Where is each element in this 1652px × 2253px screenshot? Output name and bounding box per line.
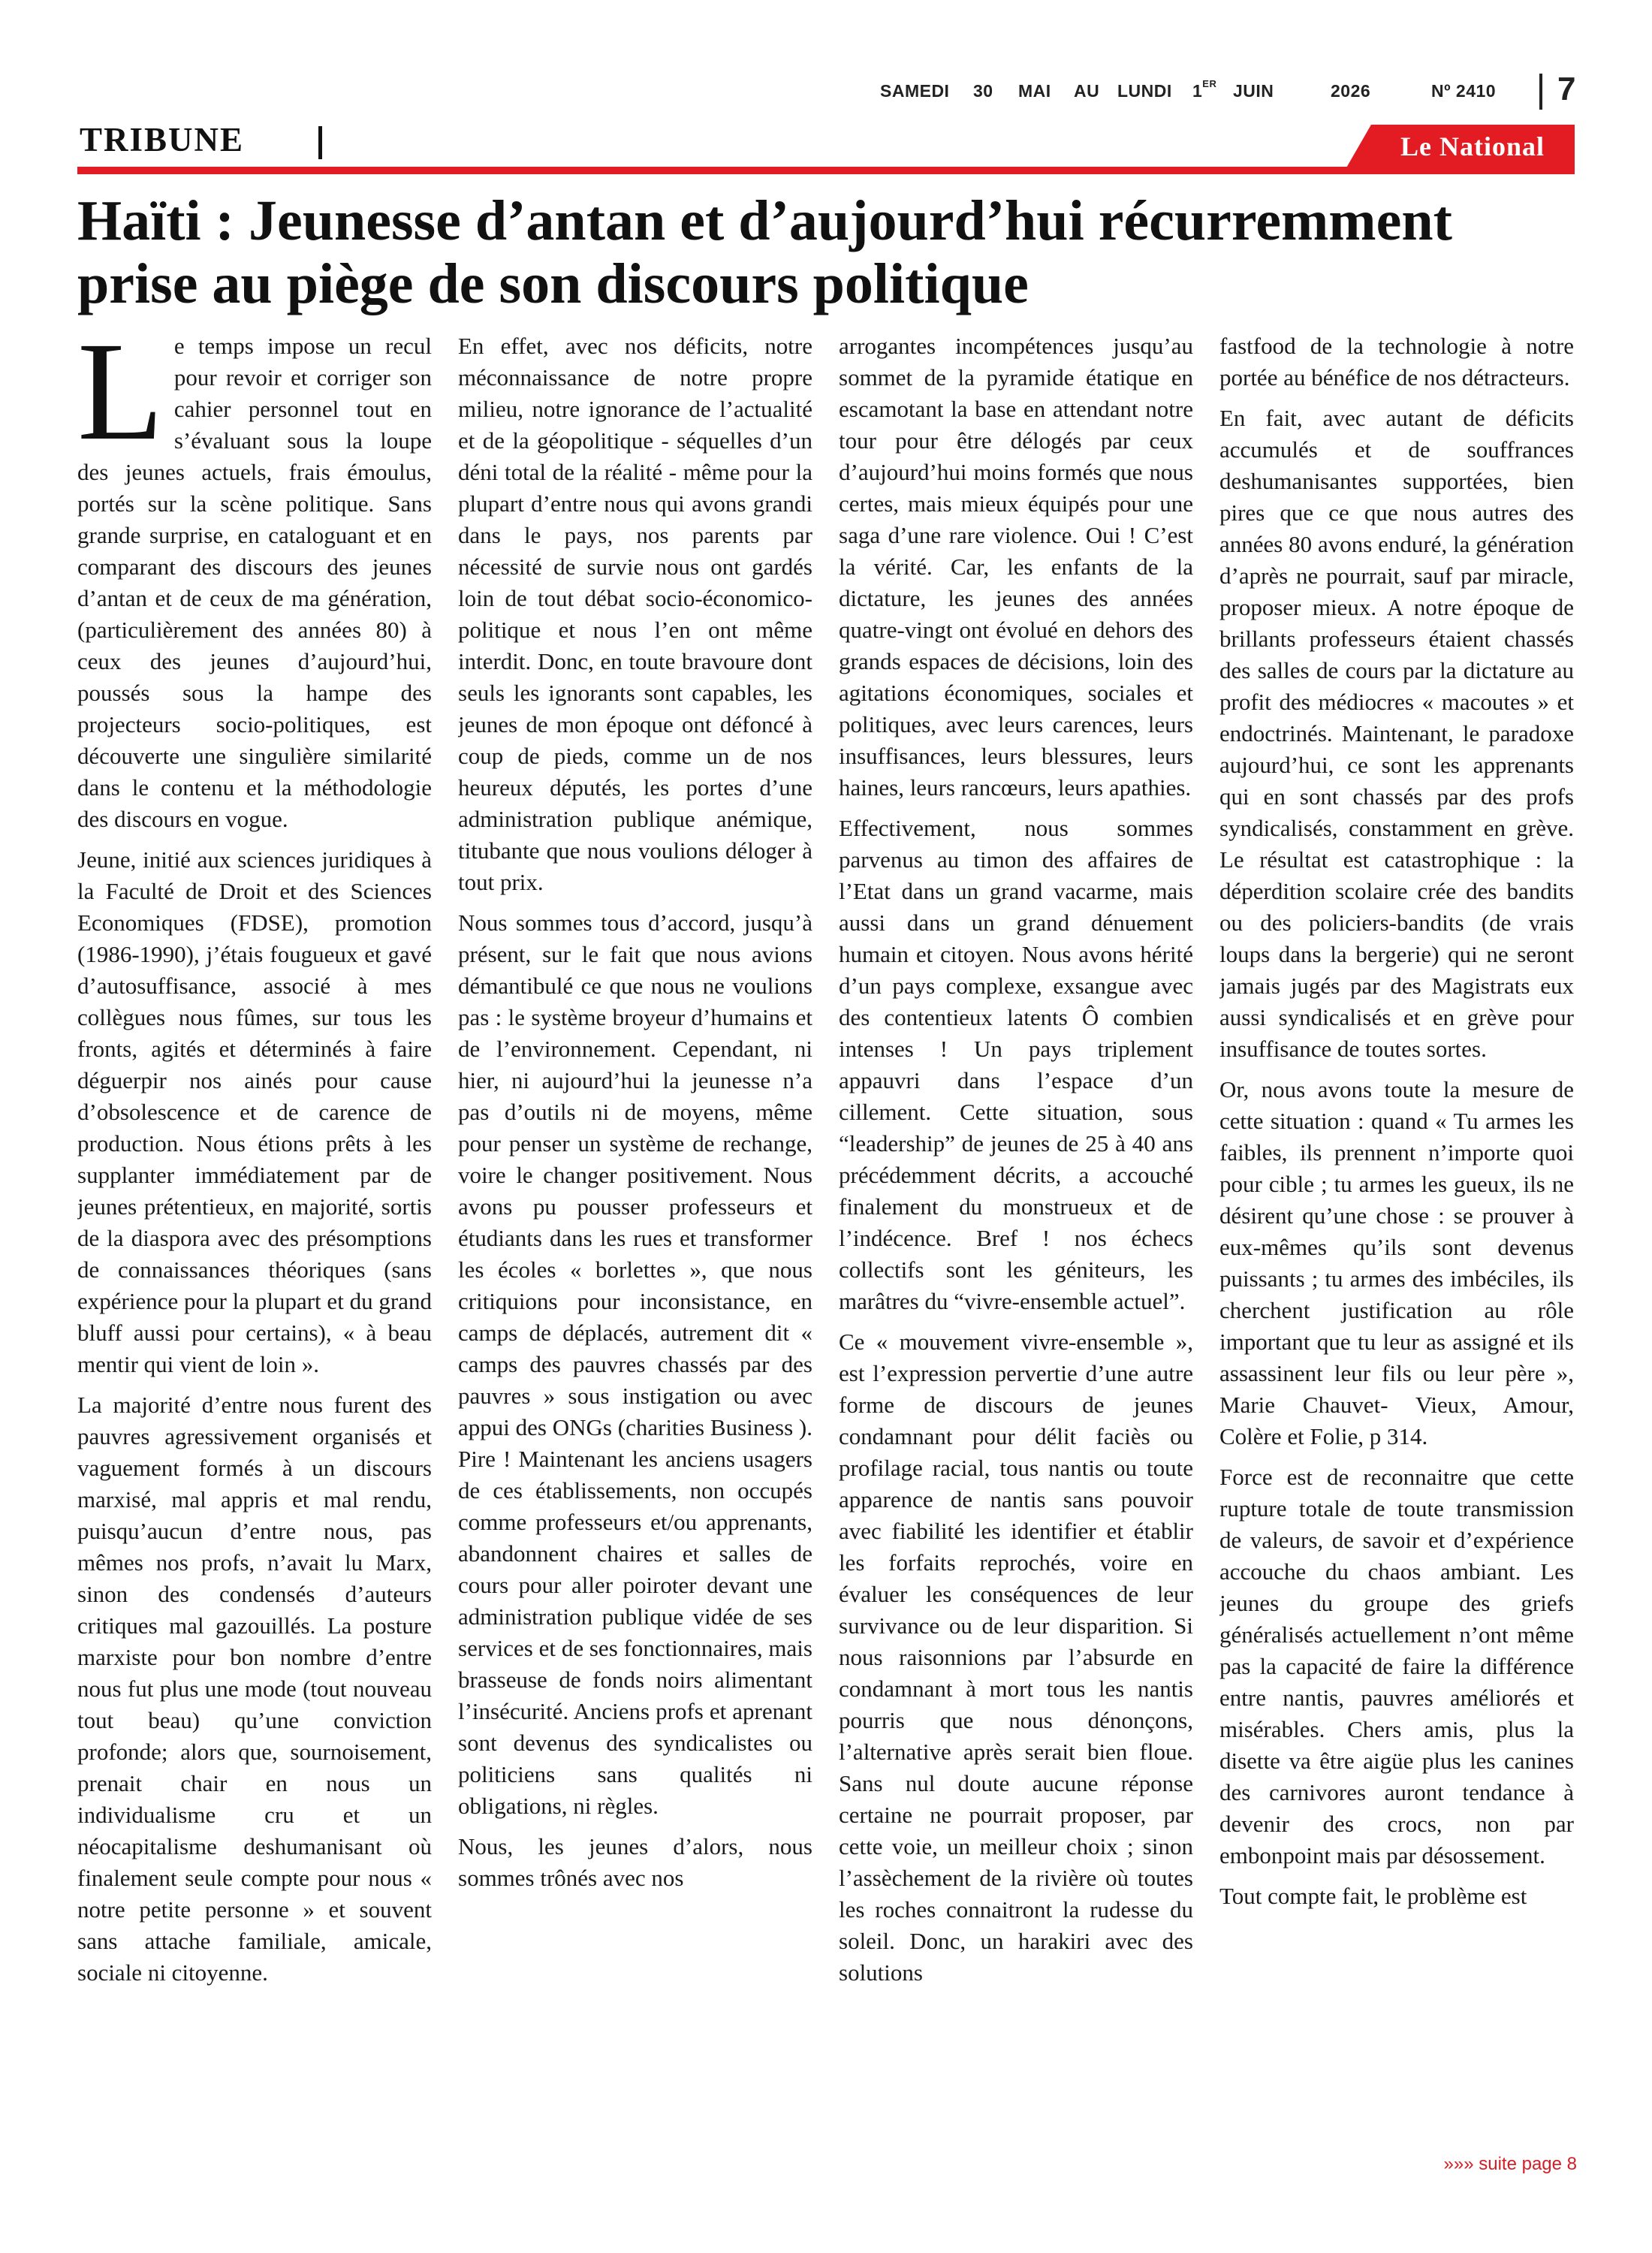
article-column-2 [458,330,812,2155]
article-paragraph: Force est de reconnaitre que cette rupture totale de toute transmission de valeurs, de savoir et d’expérience accouche du chaos ambiant. Les jeunes du groupe des griefs généralisés actuellement n’ont même pas la capacité de faire la différence entre nantis, pauvres améliorés et misérables. Chers amis, plus la disette va être aigüe plus les canines des carnivores auront tendance à devenir des crocs, non par embonpoint mais par désossement. [1219,1464,1574,1868]
header-divider [1539,74,1542,110]
section-divider [318,126,322,159]
date-month-end: JUIN [1233,81,1274,101]
date-day-end: LUNDI [1117,81,1172,101]
issue-number: Nº 2410 [1431,81,1497,101]
article-column-1 [77,330,432,2155]
article-paragraph: Nous, les jeunes d’alors, nous sommes trônés avec nos [458,1833,812,1891]
article-paragraph: Ce « mouvement vivre-ensemble », est l’expression pervertie d’une autre forme de discours de jeunes condamnant pour délit faciès ou profilage racial, tous nantis ou toute apparence de nantis sans pouvoir avec fiabilité les identifier et établir les forfaits reprochés, voire en évaluer les conséquences de leur survivance ou de leur disparition. Si nous raisonnions par l’absurde en condamnant à mort tous les nantis pourris que nous dénonçons, l’alternative après serait bien floue. Sans nul doute aucune réponse certaine ne pourrait proposer, par cette voie, un meilleur choix ; sinon l’assèchement de la rivière où toutes les roches connaitront la rudesse du soleil. Donc, un harakiri avec des solutions [839,1329,1193,1986]
article-headline: Haïti : Jeunesse d’antan et d’aujourd’hui récurremment prise au piège de son discours politique [77,189,1452,315]
article-paragraph: fastfood de la technologie à notre portée au bénéfice de nos détracteurs. [1219,333,1574,391]
article-paragraph: En fait, avec autant de déficits accumulés et de souffrances deshumanisantes supportées, bien pires que ce que nous autres des années 80 avons enduré, la génération d’après ne pourrait, sauf par miracle, proposer mieux. A notre époque de brillants professeurs étaient chassés des salles de cours par la dictature au profit des médiocres « macoutes » et endoctrinés. Maintenant, le paradoxe aujourd’hui, ce sont les apprenants qui en sont chassés par des profs syndicalisés, constamment en grève. Le résultat est catastrophique : la déperdition scolaire crée des bandits ou des policiers-bandits (de vrais loups dans la bergerie) qui ne seront jamais jugés par des Magistrats eux aussi syndicalisés et en grève pour insuffisance de toutes sortes. [1219,405,1574,1062]
article-paragraph: Tout compte fait, le problème est [1219,1883,1527,1909]
brand-label: Le National [1400,131,1545,161]
date-month-start: MAI [1018,81,1051,101]
article-paragraph: Effectivement, nous sommes parvenus au timon des affaires de l’Etat dans un grand vacarme, mais aussi dans un grand dénuement humain et citoyen. Nous avons hérité d’un pays complexe, exsangue avec des contentieux latents Ô combien intenses ! Un pays triplement appauvri dans l’espace d’un cillement. Cette situation, sous “leadership” de jeunes de 25 à 40 ans précédemment décrits, a accouché finalement du monstrueux et de l’indécence. Bref ! nos échecs collectifs sont les géniteurs, les marâtres du “vivre-ensemble actuel”. [839,815,1193,1314]
date-number-end-suffix: ER [1202,78,1217,89]
article-paragraph: La majorité d’entre nous furent des pauvres agressivement organisés et vaguement formés à un discours marxisé, mal appris et mal rendu, puisqu’aucun d’entre nous, pas mêmes nos profs, n’avait lu Marx, sinon des condensés d’auteurs critiques mal gazouillés. La posture marxiste pour bon nombre d’entre nous fut plus une mode (tout nouveau tout beau) qu’une conviction profonde; alors que, sournoisement, prenait chair en nous un individualisme cru et un néocapitalisme deshumanisant où finalement seule compte pour nous « notre petite personne » et souvent sans attache familiale, amicale, sociale ni citoyenne. [77,1392,432,1986]
date-number-end [1192,78,1217,101]
issue-year: 2026 [1331,81,1371,101]
drop-cap: L [77,330,164,469]
date-number-end-value: 1 [1192,81,1203,101]
article-paragraph: Jeune, initié aux sciences juridiques à la Faculté de Droit et des Sciences Economiques (FDSE), promotion (1986-1990), j’étais fougueux et gavé d’autosuffisance, associé à mes collègues nous fûmes, sur tous les fronts, agités et déterminés à faire déguerpir nos ainés pour cause d’obsolescence et de carence de production. Nous étions prêts à les supplanter immédiatement par de jeunes prétentieux, en majorité, sortis de la diaspora avec des présomptions de connaissances théoriques (sans expérience pour la plupart et du grand bluff aussi pour certains), « à beau mentir qui vient de loin ». [77,846,432,1377]
continued-link[interactable]: »»» suite page 8 [1443,2154,1577,2174]
date-number-start: 30 [973,81,993,101]
article-column-4 [1219,330,1574,2155]
date-connector: AU [1074,81,1100,101]
article-paragraph: En effet, avec nos déficits, notre méconnaissance de notre propre milieu, notre ignorance de l’actualité et de la géopolitique - séquelles d’un déni total de la réalité - même pour la plupart d’entre nous qui avons grandi dans le pays, nos parents par nécessité de survie nous ont gardés loin de tout débat socio-économico-politique et nous l’en ont même interdit. Donc, en toute bravoure dont seuls les ignorants sont capables, les jeunes de mon époque ont défoncé à coup de pieds, comme un de nos heureux députés, les portes d’une administration publique anémique, titubante que nous voulions déloger à tout prix. [458,333,812,895]
article-paragraph: Nous sommes tous d’accord, jusqu’à présent, sur le fait que nous avions démantibulé ce que nous ne voulions pas : le système broyeur d’humains et de l’environnement. Cependant, ni hier, ni aujourd’hui la jeunesse n’a pas d’outils ni de moyens, même pour penser un système de rechange, voire le changer positivement. Nous avons pu pousser professeurs et étudiants dans les rues et transformer les écoles « borlettes », que nous critiquions pour inconsistance, en camps de déplacés, autrement dit « camps des pauvres chassés par des pauvres » sous instigation ou avec appui des ONGs (charities Business ). Pire ! Maintenant les anciens usagers de ces établissements, non occupés comme professeurs et/ou apprenants, abandonnent chaires et salles de cours pour aller poiroter devant une administration publique vidée de ses services et de ses fonctionnaires, mais brasseuse de fonds noirs alimentant l’insécurité. Anciens profs et aprenant sont devenus des syndicalistes ou politiciens sans qualités ni obligations, ni règles. [458,909,812,1819]
paragraph-text: e temps impose un recul pour revoir et corriger son cahier personnel tout en s’évaluant sous la loupe des jeunes actuels, frais émoulus, portés sur la scène politique. Sans grande surprise, en cataloguant et en comparant des discours des jeunes d’antan et de ceux de ma génération, (particulièrement des années 80) à ceux des jeunes d’aujourd’hui, poussés sous la hampe des projecteurs socio-politiques, est découverte une singulière similarité dans le contenu et la méthodologie des discours en vogue. [77,333,432,832]
article-paragraph [77,330,432,835]
date-day-start: SAMEDI [880,81,950,101]
section-title: TRIBUNE [80,121,245,158]
article-paragraph: arrogantes incompétences jusqu’au sommet de la pyramide étatique en escamotant la base en attendant notre tour pour être délogés par ceux d’aujourd’hui moins formés que nous certes, mais mieux équipés pour une saga d’une rare violence. Oui ! C’est la vérité. Car, les enfants de la dictature, les jeunes des années quatre-vingt ont évolué en dehors des grands espaces de décisions, loin des agitations économiques, sociales et politiques, avec leurs carences, leurs insuffisances, leurs blessures, leurs haines, leurs rancœurs, leurs apathies. [839,333,1193,801]
page-number: 7 [1557,71,1576,107]
article-column-3 [839,330,1193,2155]
article-paragraph: Or, nous avons toute la mesure de cette situation : quand « Tu armes les faibles, ils prennent n’importe quoi pour cible ; tu armes les gueux, ils ne désirent qu’une chose : se prouver à eux-mêmes qu’ils sont devenus puissants ; tu armes des imbéciles, ils cherchent justification au rôle important que tu leur as assigné et ils assassinent leur fils ou leur père », Marie Chauvet- Vieux, Amour, Colère et Folie, p 314. [1219,1076,1574,1449]
